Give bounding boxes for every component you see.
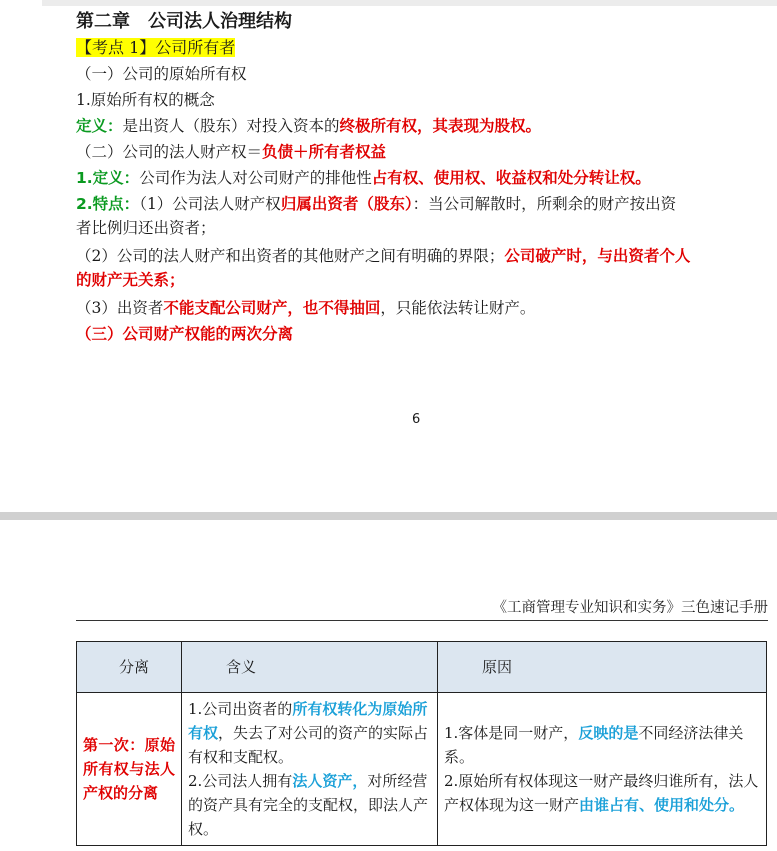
feature-1-line	[76, 194, 676, 214]
feature-3-text-b: ，只能依法转让财产。	[380, 299, 536, 317]
meaning-text-d: 对所经营的资产具有完全的支配权，即法人产权。	[188, 772, 429, 838]
separation-first-cell: 第一次：原始所有权与法人产权的分离	[77, 693, 182, 846]
reason-text-c: 2.原始所有权体现这一财产最终归谁所有，法人产权体现为这一财产	[444, 772, 759, 814]
definition-1-text: 是出资人（股东）对投入资本的	[122, 117, 340, 135]
reason-text-a: 1.客体是同一财产，	[444, 724, 579, 742]
meaning-text-c: 2.公司法人拥有	[188, 772, 293, 790]
feature-3-emphasis: 不能支配公司财产，也不得抽回	[163, 299, 381, 317]
feature-2-line	[76, 246, 690, 266]
reason-text-b: 不同经济法律关系。	[444, 724, 744, 766]
definition-1-label: 定义：	[76, 117, 123, 135]
header-meaning: 含义	[182, 642, 438, 693]
meaning-emphasis-1: 所有权转化为原始所有权	[188, 700, 428, 742]
previous-page-edge	[40, 0, 777, 6]
key-point-highlight: 【考点 1】公司所有者	[76, 38, 236, 57]
reason-emphasis-1: 反映的是	[578, 724, 639, 742]
definition-2-emphasis: 占有权、使用权、收益权和处分转让权。	[371, 169, 651, 187]
section-1-item-1: 1.原始所有权的概念	[76, 91, 215, 109]
feature-1-continuation: 者比例归还出资者；	[76, 219, 216, 237]
separation-table	[76, 641, 767, 846]
definition-1-line	[76, 116, 541, 136]
section-2-line	[76, 142, 386, 162]
feature-1-text-b: ：当公司解散时，所剩余的财产按出资	[412, 195, 677, 213]
section-2-heading: （二）公司的法人财产权＝	[76, 143, 263, 161]
feature-2-emphasis-cont: 的财产无关系；	[76, 271, 185, 289]
definition-1-emphasis: 终极所有权，其表现为股权。	[339, 117, 542, 135]
definition-2-label: 1.定义：	[76, 169, 140, 187]
header-reason: 原因	[438, 642, 767, 693]
section-3-heading: （三）公司财产权能的两次分离	[76, 325, 294, 343]
table-row	[77, 693, 767, 846]
meaning-emphasis-2: 法人资产，	[292, 772, 368, 790]
reason-cell	[438, 693, 767, 846]
meaning-text-a: 1.公司出资者的	[188, 700, 293, 718]
definition-2-line	[76, 168, 651, 188]
definition-2-text: 公司作为法人对公司财产的排他性	[139, 169, 372, 187]
page-separator	[0, 512, 777, 520]
feature-3-text-a: （3）出资者	[76, 299, 164, 317]
running-header: 《工商管理专业知识和实务》三色速记手册	[76, 596, 768, 621]
feature-3-line	[76, 298, 535, 318]
feature-1-emphasis: 归属出资者（股东）	[280, 195, 413, 213]
feature-1-text-a: （1）公司法人财产权	[139, 195, 281, 213]
meaning-cell	[182, 693, 438, 846]
header-separation: 分离	[77, 642, 182, 693]
section-1-heading: （一）公司的原始所有权	[76, 65, 247, 83]
page-number: 6	[412, 412, 421, 427]
meaning-text-b: ，失去了对公司的资产的实际占有权和支配权。	[188, 724, 429, 766]
feature-2-text: （2）公司的法人财产和出资者的其他财产之间有明确的界限；	[76, 247, 505, 265]
feature-2-emphasis: 公司破产时，与出资者个人	[504, 247, 691, 265]
reason-emphasis-2: 由谁占有、使用和处分。	[579, 796, 745, 814]
table-header-row	[77, 642, 767, 693]
feature-2-continuation	[76, 270, 185, 290]
key-point-line	[76, 38, 235, 58]
feature-label: 2.特点：	[76, 195, 140, 213]
chapter-title: 第二章 公司法人治理结构	[76, 11, 292, 32]
section-2-emphasis: 负债＋所有者权益	[262, 143, 387, 161]
document-page-2	[0, 520, 777, 851]
page-edge-gap	[30, 0, 42, 6]
